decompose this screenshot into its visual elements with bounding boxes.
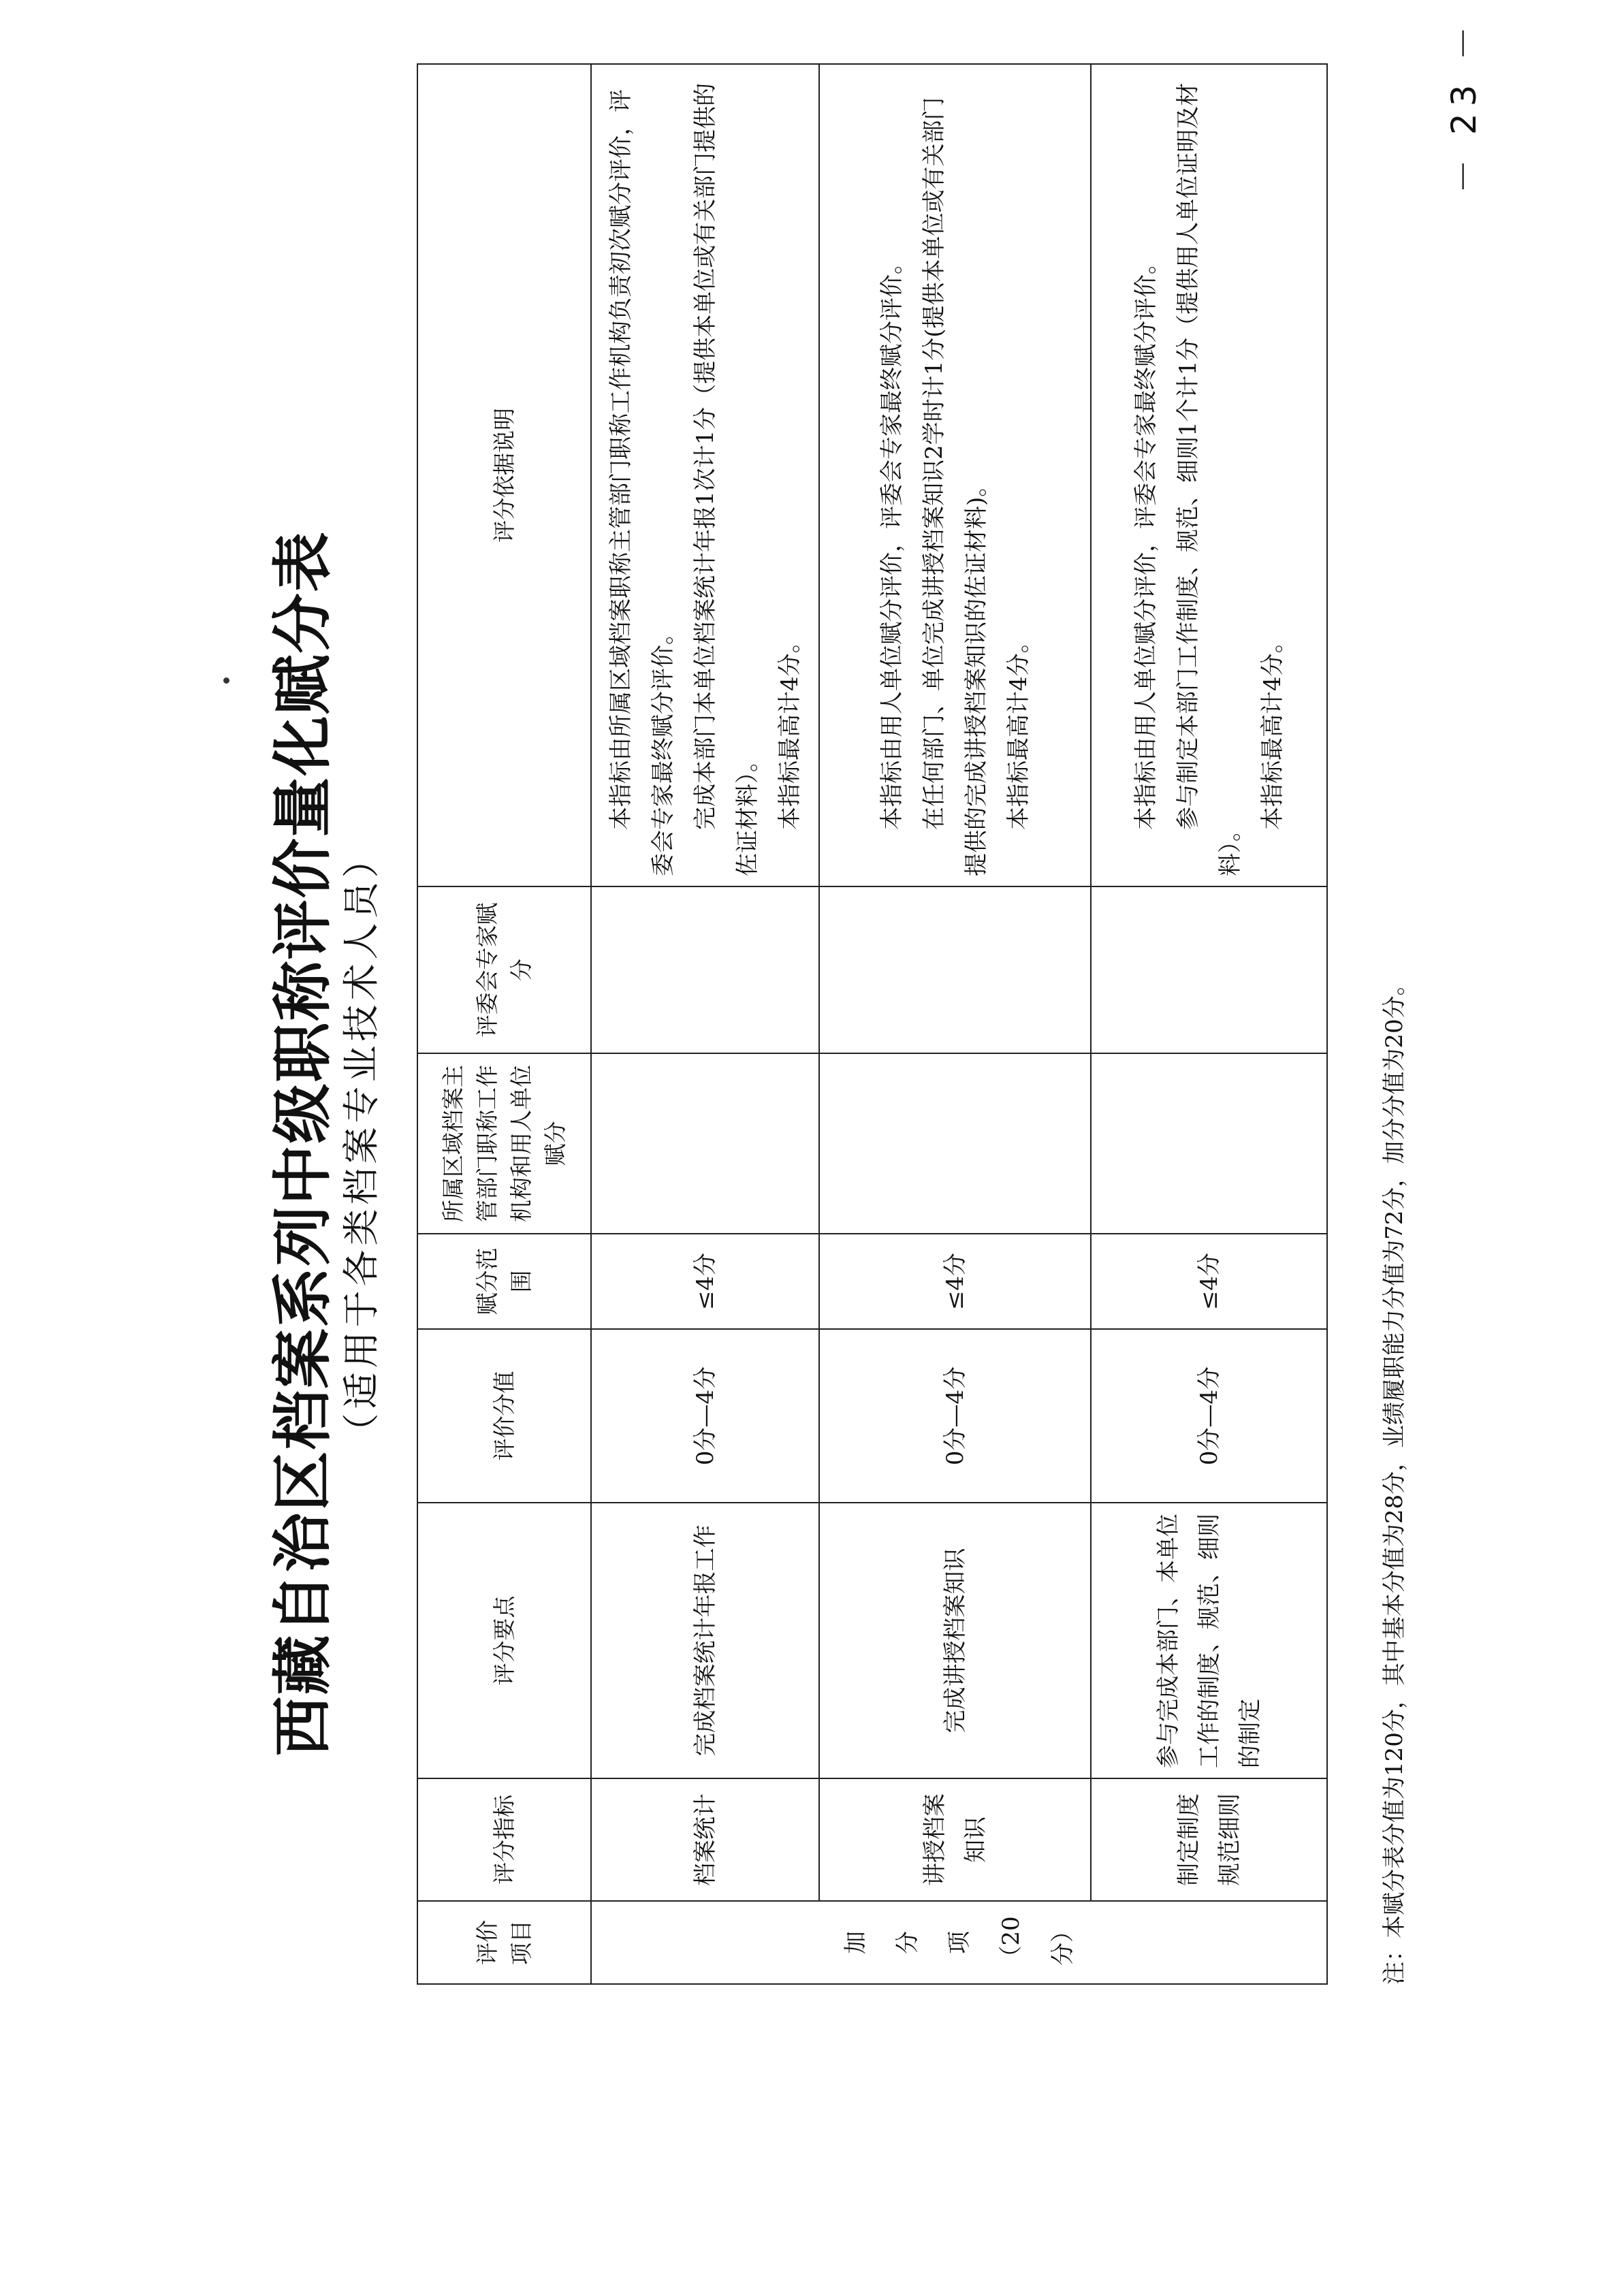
points-cell: 完成档案统计年报工作	[591, 1503, 819, 1778]
range-cell: ≤4分	[1091, 1234, 1327, 1329]
header-expert: 评委会专家赋分	[417, 886, 591, 1053]
value-cell: 0分—4分	[1091, 1329, 1327, 1503]
header-indicator: 评分指标	[417, 1778, 591, 1901]
range-cell: ≤4分	[591, 1234, 819, 1329]
value-cell: 0分—4分	[819, 1329, 1091, 1503]
page-title: 西藏自治区档案系列中级职称评价量化赋分表	[268, 530, 338, 1757]
table-row	[1091, 64, 1327, 1984]
category-cell: 加 分 项 （20分）	[591, 1901, 1327, 1984]
table-footnote: 注：本赋分表分值为120分，其中基本分值为28分，业绩履职能力分值为72分，加分分值为20分。	[1381, 972, 1408, 1985]
indicator-cell: 讲授档案知识	[819, 1778, 1091, 1901]
header-project: 评价项目	[417, 1901, 591, 1984]
header-range: 赋分范围	[417, 1234, 591, 1329]
expert-score-cell	[819, 886, 1091, 1053]
basis-cell: 本指标由所属区域档案职称主管部门职称工作机构负责初次赋分评价，评委会专家最终赋分评价。 完成本部门本单位档案统计年报1次计1分（提供本单位或有关部门提供的佐证材料）。 本指标最高计4分。	[591, 64, 819, 886]
table-row	[819, 64, 1091, 1984]
basis-cell: 本指标由用人单位赋分评价，评委会专家最终赋分评价。 参与制定本部门工作制度、规范、细则1个计1分（提供用人单位证明及材料）。 本指标最高计4分。	[1091, 64, 1327, 886]
page-subtitle: （适用于各类档案专业技术人员）	[340, 837, 383, 1450]
indicator-cell: 档案统计	[591, 1778, 819, 1901]
scoring-table	[417, 63, 1328, 1985]
table-header-row	[417, 64, 591, 1984]
points-cell: 参与完成本部门、本单位工作的制度、规范、细则的制定	[1091, 1503, 1327, 1778]
basis-cell: 本指标由用人单位赋分评价，评委会专家最终赋分评价。 在任何部门、单位完成讲授档案知识2学时计1分(提供本单位或有关部门提供的完成讲授档案知识的佐证材料)。 本指标最高计4分。	[819, 64, 1091, 886]
header-value: 评价分值	[417, 1329, 591, 1503]
points-cell: 完成讲授档案知识	[819, 1503, 1091, 1778]
dept-score-cell	[819, 1053, 1091, 1234]
value-cell: 0分—4分	[591, 1329, 819, 1503]
range-cell: ≤4分	[819, 1234, 1091, 1329]
header-dept: 所属区域档案主管部门职称工作机构和用人单位赋分	[417, 1053, 591, 1234]
expert-score-cell	[1091, 886, 1327, 1053]
table-row	[591, 64, 819, 1984]
header-basis: 评分依据说明	[417, 64, 591, 886]
dept-score-cell	[1091, 1053, 1327, 1234]
page-number: － 23 －	[1444, 19, 1484, 193]
indicator-cell: 制定制度规范细则	[1091, 1778, 1327, 1901]
expert-score-cell	[591, 886, 819, 1053]
dept-score-cell	[591, 1053, 819, 1234]
header-points: 评分要点	[417, 1503, 591, 1778]
